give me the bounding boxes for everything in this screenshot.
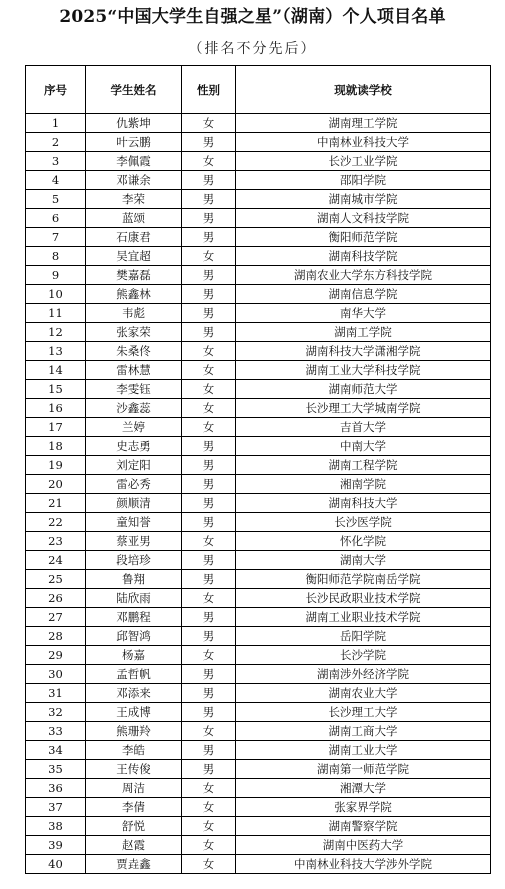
- cell-gender: 女: [182, 418, 236, 437]
- header-gender: 性别: [182, 66, 236, 114]
- cell-school: 湖南涉外经济学院: [236, 665, 491, 684]
- cell-student-name: 李雯钰: [86, 380, 182, 399]
- cell-student-name: 樊嘉磊: [86, 266, 182, 285]
- cell-gender: 男: [182, 456, 236, 475]
- cell-index: 18: [26, 437, 86, 456]
- cell-index: 19: [26, 456, 86, 475]
- cell-gender: 女: [182, 836, 236, 855]
- cell-student-name: 雷必秀: [86, 475, 182, 494]
- cell-school: 衡阳师范学院: [236, 228, 491, 247]
- table-row: [26, 589, 491, 608]
- cell-student-name: 熊珊羚: [86, 722, 182, 741]
- cell-index: 9: [26, 266, 86, 285]
- cell-student-name: 兰婷: [86, 418, 182, 437]
- cell-school: 长沙医学院: [236, 513, 491, 532]
- cell-gender: 女: [182, 380, 236, 399]
- table-row: [26, 760, 491, 779]
- table-row: [26, 361, 491, 380]
- table-row: [26, 722, 491, 741]
- cell-gender: 男: [182, 703, 236, 722]
- table-row: [26, 228, 491, 247]
- cell-index: 30: [26, 665, 86, 684]
- cell-gender: 女: [182, 399, 236, 418]
- cell-index: 14: [26, 361, 86, 380]
- cell-student-name: 叶云鹏: [86, 133, 182, 152]
- table-row: [26, 285, 491, 304]
- cell-school: 湖南科技大学潇湘学院: [236, 342, 491, 361]
- cell-school: 湖南城市学院: [236, 190, 491, 209]
- cell-student-name: 贾垚鑫: [86, 855, 182, 874]
- cell-index: 16: [26, 399, 86, 418]
- cell-gender: 女: [182, 798, 236, 817]
- table-row: [26, 703, 491, 722]
- cell-student-name: 邓鹏程: [86, 608, 182, 627]
- cell-gender: 女: [182, 589, 236, 608]
- cell-school: 湖南信息学院: [236, 285, 491, 304]
- cell-gender: 男: [182, 304, 236, 323]
- cell-index: 21: [26, 494, 86, 513]
- cell-index: 8: [26, 247, 86, 266]
- cell-student-name: 朱桑佟: [86, 342, 182, 361]
- cell-index: 12: [26, 323, 86, 342]
- cell-school: 湖南理工学院: [236, 114, 491, 133]
- cell-gender: 男: [182, 570, 236, 589]
- cell-index: 27: [26, 608, 86, 627]
- cell-school: 湖南第一师范学院: [236, 760, 491, 779]
- cell-gender: 女: [182, 722, 236, 741]
- cell-school: 湖南工学院: [236, 323, 491, 342]
- cell-index: 11: [26, 304, 86, 323]
- cell-school: 张家界学院: [236, 798, 491, 817]
- cell-gender: 男: [182, 209, 236, 228]
- cell-school: 南华大学: [236, 304, 491, 323]
- cell-gender: 男: [182, 608, 236, 627]
- cell-school: 衡阳师范学院南岳学院: [236, 570, 491, 589]
- cell-gender: 男: [182, 551, 236, 570]
- cell-school: 长沙理工大学: [236, 703, 491, 722]
- cell-index: 32: [26, 703, 86, 722]
- cell-school: 湖南工业职业技术学院: [236, 608, 491, 627]
- cell-index: 7: [26, 228, 86, 247]
- cell-index: 22: [26, 513, 86, 532]
- table-row: [26, 475, 491, 494]
- cell-school: 湖南人文科技学院: [236, 209, 491, 228]
- cell-school: 吉首大学: [236, 418, 491, 437]
- cell-school: 湖南科技学院: [236, 247, 491, 266]
- cell-index: 26: [26, 589, 86, 608]
- cell-school: 长沙民政职业技术学院: [236, 589, 491, 608]
- cell-gender: 男: [182, 228, 236, 247]
- cell-school: 怀化学院: [236, 532, 491, 551]
- header-school: 现就读学校: [236, 66, 491, 114]
- cell-school: 湘南学院: [236, 475, 491, 494]
- cell-index: 29: [26, 646, 86, 665]
- table-row: [26, 532, 491, 551]
- table-body: [26, 114, 491, 874]
- table-row: [26, 323, 491, 342]
- cell-student-name: 段培珍: [86, 551, 182, 570]
- table-row: [26, 779, 491, 798]
- header-index: 序号: [26, 66, 86, 114]
- cell-gender: 女: [182, 361, 236, 380]
- cell-student-name: 鲁翔: [86, 570, 182, 589]
- table-row: [26, 855, 491, 874]
- cell-school: 湖南大学: [236, 551, 491, 570]
- cell-school: 湖南农业大学: [236, 684, 491, 703]
- cell-student-name: 周洁: [86, 779, 182, 798]
- table-row: [26, 266, 491, 285]
- cell-index: 5: [26, 190, 86, 209]
- cell-student-name: 邓添来: [86, 684, 182, 703]
- table-row: [26, 171, 491, 190]
- table-row: [26, 798, 491, 817]
- table-row: [26, 190, 491, 209]
- cell-student-name: 雷林慧: [86, 361, 182, 380]
- cell-gender: 男: [182, 513, 236, 532]
- cell-index: 36: [26, 779, 86, 798]
- cell-index: 10: [26, 285, 86, 304]
- cell-school: 湖南中医药大学: [236, 836, 491, 855]
- cell-school: 湖南工业大学科技学院: [236, 361, 491, 380]
- table-row: [26, 399, 491, 418]
- cell-school: 湖南农业大学东方科技学院: [236, 266, 491, 285]
- table-row: [26, 665, 491, 684]
- cell-student-name: 童知誉: [86, 513, 182, 532]
- cell-gender: 男: [182, 133, 236, 152]
- page-title: 2025“中国大学生自强之星”（湖南）个人项目名单: [59, 7, 446, 27]
- cell-index: 40: [26, 855, 86, 874]
- cell-gender: 女: [182, 247, 236, 266]
- cell-index: 34: [26, 741, 86, 760]
- cell-student-name: 邱智鸿: [86, 627, 182, 646]
- cell-gender: 女: [182, 152, 236, 171]
- cell-index: 38: [26, 817, 86, 836]
- cell-school: 长沙理工大学城南学院: [236, 399, 491, 418]
- cell-student-name: 王传俊: [86, 760, 182, 779]
- cell-gender: 男: [182, 475, 236, 494]
- table-row: [26, 418, 491, 437]
- table-row: [26, 437, 491, 456]
- cell-school: 岳阳学院: [236, 627, 491, 646]
- cell-student-name: 刘定阳: [86, 456, 182, 475]
- cell-gender: 男: [182, 665, 236, 684]
- cell-student-name: 李佩霞: [86, 152, 182, 171]
- cell-student-name: 李倩: [86, 798, 182, 817]
- table-row: [26, 304, 491, 323]
- cell-student-name: 孟哲帆: [86, 665, 182, 684]
- cell-index: 1: [26, 114, 86, 133]
- cell-gender: 女: [182, 114, 236, 133]
- cell-student-name: 舒悦: [86, 817, 182, 836]
- cell-school: 长沙工业学院: [236, 152, 491, 171]
- table-row: [26, 152, 491, 171]
- cell-student-name: 邓谦余: [86, 171, 182, 190]
- cell-gender: 女: [182, 855, 236, 874]
- cell-student-name: 王成博: [86, 703, 182, 722]
- cell-school: 湖南工程学院: [236, 456, 491, 475]
- cell-student-name: 蔡亚男: [86, 532, 182, 551]
- cell-student-name: 陆欣雨: [86, 589, 182, 608]
- table-row: [26, 741, 491, 760]
- cell-school: 长沙学院: [236, 646, 491, 665]
- cell-index: 6: [26, 209, 86, 228]
- cell-gender: 男: [182, 266, 236, 285]
- cell-index: 17: [26, 418, 86, 437]
- cell-school: 中南林业科技大学涉外学院: [236, 855, 491, 874]
- cell-index: 24: [26, 551, 86, 570]
- table-row: [26, 627, 491, 646]
- cell-index: 25: [26, 570, 86, 589]
- table-row: [26, 342, 491, 361]
- header-name: 学生姓名: [86, 66, 182, 114]
- cell-student-name: 杨嘉: [86, 646, 182, 665]
- cell-index: 31: [26, 684, 86, 703]
- cell-gender: 男: [182, 437, 236, 456]
- roster-table: [25, 65, 491, 874]
- cell-student-name: 沙鑫蕊: [86, 399, 182, 418]
- cell-school: 湘潭大学: [236, 779, 491, 798]
- cell-student-name: 蓝颂: [86, 209, 182, 228]
- cell-index: 2: [26, 133, 86, 152]
- table-row: [26, 209, 491, 228]
- table-row: [26, 684, 491, 703]
- cell-gender: 男: [182, 190, 236, 209]
- table-row: [26, 608, 491, 627]
- cell-gender: 女: [182, 342, 236, 361]
- cell-student-name: 熊鑫林: [86, 285, 182, 304]
- table-row: [26, 247, 491, 266]
- table-header-row: [26, 66, 491, 114]
- cell-student-name: 张家荣: [86, 323, 182, 342]
- cell-school: 湖南警察学院: [236, 817, 491, 836]
- cell-school: 邵阳学院: [236, 171, 491, 190]
- cell-school: 湖南师范大学: [236, 380, 491, 399]
- cell-gender: 男: [182, 285, 236, 304]
- cell-gender: 女: [182, 779, 236, 798]
- cell-index: 37: [26, 798, 86, 817]
- cell-gender: 男: [182, 760, 236, 779]
- table-row: [26, 646, 491, 665]
- table-row: [26, 551, 491, 570]
- cell-school: 湖南工商大学: [236, 722, 491, 741]
- cell-gender: 女: [182, 646, 236, 665]
- cell-student-name: 赵霞: [86, 836, 182, 855]
- cell-index: 35: [26, 760, 86, 779]
- cell-student-name: 仇紫坤: [86, 114, 182, 133]
- cell-gender: 女: [182, 532, 236, 551]
- cell-school: 湖南科技大学: [236, 494, 491, 513]
- cell-student-name: 韦彪: [86, 304, 182, 323]
- table-row: [26, 570, 491, 589]
- cell-index: 20: [26, 475, 86, 494]
- cell-index: 13: [26, 342, 86, 361]
- cell-student-name: 史志勇: [86, 437, 182, 456]
- cell-student-name: 李皓: [86, 741, 182, 760]
- table-row: [26, 494, 491, 513]
- cell-index: 23: [26, 532, 86, 551]
- cell-school: 中南林业科技大学: [236, 133, 491, 152]
- cell-gender: 女: [182, 817, 236, 836]
- cell-gender: 男: [182, 494, 236, 513]
- cell-index: 33: [26, 722, 86, 741]
- cell-index: 15: [26, 380, 86, 399]
- cell-school: 中南大学: [236, 437, 491, 456]
- page-subtitle: （排名不分先后）: [188, 41, 317, 57]
- cell-student-name: 石康君: [86, 228, 182, 247]
- cell-school: 湖南工业大学: [236, 741, 491, 760]
- cell-student-name: 李荣: [86, 190, 182, 209]
- table-row: [26, 513, 491, 532]
- cell-index: 39: [26, 836, 86, 855]
- cell-gender: 男: [182, 323, 236, 342]
- cell-student-name: 颜顺清: [86, 494, 182, 513]
- table-row: [26, 380, 491, 399]
- cell-gender: 男: [182, 741, 236, 760]
- cell-index: 28: [26, 627, 86, 646]
- cell-gender: 男: [182, 627, 236, 646]
- cell-index: 4: [26, 171, 86, 190]
- table-row: [26, 114, 491, 133]
- table-row: [26, 836, 491, 855]
- cell-student-name: 吴宜超: [86, 247, 182, 266]
- table-row: [26, 456, 491, 475]
- table-row: [26, 133, 491, 152]
- cell-gender: 男: [182, 684, 236, 703]
- cell-gender: 男: [182, 171, 236, 190]
- cell-index: 3: [26, 152, 86, 171]
- table-row: [26, 817, 491, 836]
